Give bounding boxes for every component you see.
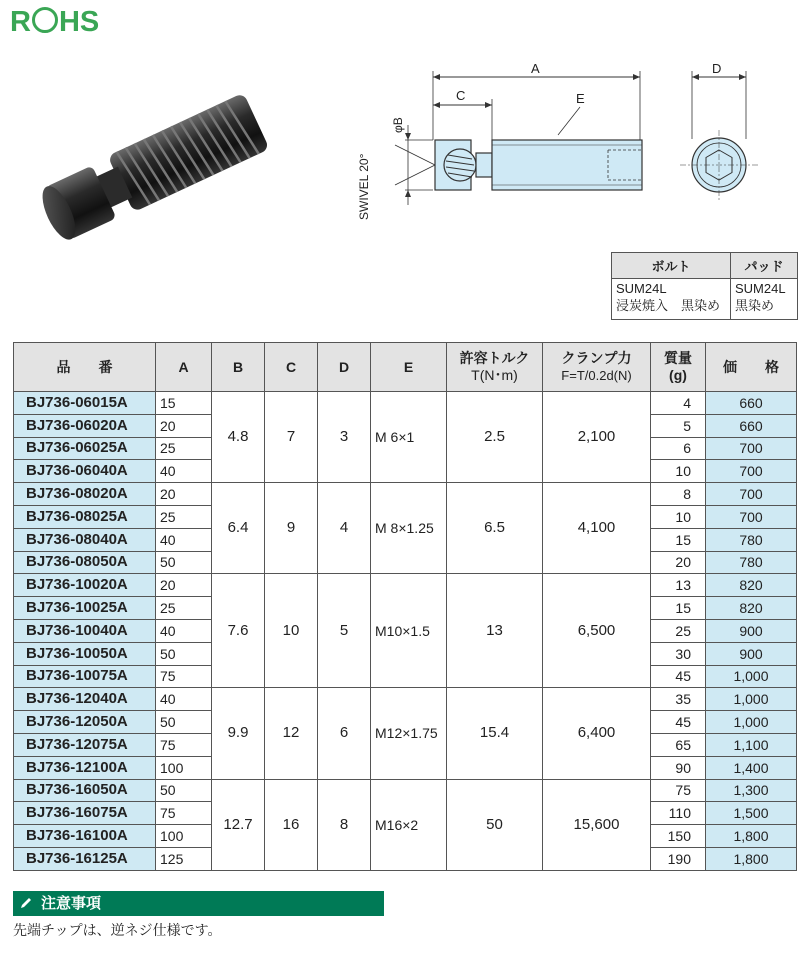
- a-cell: 40: [156, 619, 212, 642]
- table-row: [14, 392, 797, 415]
- a-cell: 40: [156, 688, 212, 711]
- part-number-cell: BJ736-06020A: [14, 414, 156, 437]
- c-cell: 7: [265, 392, 318, 483]
- rohs-logo: R HS: [10, 6, 100, 38]
- product-photo: [20, 70, 280, 250]
- clamp-cell: 15,600: [543, 779, 651, 870]
- mass-cell: 5: [651, 414, 706, 437]
- a-cell: 25: [156, 437, 212, 460]
- d-cell: 8: [318, 779, 371, 870]
- c-cell: 12: [265, 688, 318, 779]
- mass-cell: 30: [651, 642, 706, 665]
- part-number-cell: BJ736-10025A: [14, 597, 156, 620]
- part-number-cell: BJ736-06015A: [14, 392, 156, 415]
- header-c: C: [265, 343, 318, 392]
- mass-cell: 6: [651, 437, 706, 460]
- part-number-cell: BJ736-12040A: [14, 688, 156, 711]
- mass-cell: 90: [651, 756, 706, 779]
- notice-header: [13, 891, 384, 916]
- part-number-cell: BJ736-06040A: [14, 460, 156, 483]
- price-cell: 780: [706, 528, 797, 551]
- mass-cell: 190: [651, 847, 706, 870]
- c-cell: 16: [265, 779, 318, 870]
- mass-cell: 25: [651, 619, 706, 642]
- a-cell: 100: [156, 756, 212, 779]
- price-cell: 820: [706, 574, 797, 597]
- clamp-cell: 4,100: [543, 483, 651, 574]
- part-number-cell: BJ736-12075A: [14, 733, 156, 756]
- header-a: A: [156, 343, 212, 392]
- a-cell: 25: [156, 505, 212, 528]
- price-cell: 1,300: [706, 779, 797, 802]
- mass-cell: 45: [651, 665, 706, 688]
- dim-d-label: D: [712, 61, 722, 76]
- mass-cell: 65: [651, 733, 706, 756]
- table-row: [14, 574, 797, 597]
- material-pad: SUM24L 黒染め: [731, 279, 798, 320]
- torque-cell: 6.5: [447, 483, 543, 574]
- material-header-bolt: ボルト: [612, 253, 731, 279]
- table-row: [14, 779, 797, 802]
- a-cell: 100: [156, 825, 212, 848]
- part-number-cell: BJ736-16125A: [14, 847, 156, 870]
- d-cell: 6: [318, 688, 371, 779]
- material-header-pad: パッド: [731, 253, 798, 279]
- a-cell: 75: [156, 802, 212, 825]
- header-price: 価 格: [706, 343, 797, 392]
- rohs-o-ring: [32, 7, 58, 33]
- material-bolt: SUM24L 浸炭焼入 黒染め: [612, 279, 731, 320]
- clamp-cell: 2,100: [543, 392, 651, 483]
- mass-cell: 150: [651, 825, 706, 848]
- torque-cell: 2.5: [447, 392, 543, 483]
- header-b: B: [212, 343, 265, 392]
- dim-e-label: E: [576, 91, 585, 106]
- notice-title: 注意事項: [41, 895, 102, 912]
- price-cell: 660: [706, 392, 797, 415]
- header-mass: 質量 (g): [651, 343, 706, 392]
- price-cell: 1,000: [706, 711, 797, 734]
- a-cell: 75: [156, 733, 212, 756]
- e-cell: M 6×1: [371, 392, 447, 483]
- b-cell: 6.4: [212, 483, 265, 574]
- a-cell: 25: [156, 597, 212, 620]
- part-number-cell: BJ736-16100A: [14, 825, 156, 848]
- price-cell: 700: [706, 483, 797, 506]
- a-cell: 20: [156, 414, 212, 437]
- header-e: E: [371, 343, 447, 392]
- torque-cell: 13: [447, 574, 543, 688]
- clamp-cell: 6,400: [543, 688, 651, 779]
- header-torque: 許容トルク T(N･m): [447, 343, 543, 392]
- e-cell: M 8×1.25: [371, 483, 447, 574]
- a-cell: 40: [156, 460, 212, 483]
- part-number-cell: BJ736-12100A: [14, 756, 156, 779]
- c-cell: 9: [265, 483, 318, 574]
- mass-cell: 45: [651, 711, 706, 734]
- mass-cell: 15: [651, 597, 706, 620]
- price-cell: 1,400: [706, 756, 797, 779]
- phi-b-label: φB: [391, 117, 405, 133]
- b-cell: 7.6: [212, 574, 265, 688]
- d-cell: 3: [318, 392, 371, 483]
- mass-cell: 15: [651, 528, 706, 551]
- mass-cell: 75: [651, 779, 706, 802]
- part-number-cell: BJ736-16050A: [14, 779, 156, 802]
- b-cell: 9.9: [212, 688, 265, 779]
- price-cell: 1,100: [706, 733, 797, 756]
- header-part: 品 番: [14, 343, 156, 392]
- price-cell: 1,800: [706, 825, 797, 848]
- a-cell: 15: [156, 392, 212, 415]
- mass-cell: 10: [651, 505, 706, 528]
- a-cell: 20: [156, 574, 212, 597]
- price-cell: 1,000: [706, 688, 797, 711]
- material-table: [611, 252, 798, 320]
- table-row: [14, 483, 797, 506]
- table-row: [14, 688, 797, 711]
- spec-table: [13, 342, 797, 871]
- a-cell: 50: [156, 779, 212, 802]
- clamp-cell: 6,500: [543, 574, 651, 688]
- swivel-label: SWIVEL 20°: [357, 153, 371, 220]
- part-number-cell: BJ736-08040A: [14, 528, 156, 551]
- d-cell: 4: [318, 483, 371, 574]
- part-number-cell: BJ736-10075A: [14, 665, 156, 688]
- price-cell: 1,500: [706, 802, 797, 825]
- price-cell: 900: [706, 619, 797, 642]
- mass-cell: 10: [651, 460, 706, 483]
- spec-header-row: [14, 343, 797, 392]
- part-number-cell: BJ736-16075A: [14, 802, 156, 825]
- e-cell: M12×1.75: [371, 688, 447, 779]
- price-cell: 900: [706, 642, 797, 665]
- part-number-cell: BJ736-10040A: [14, 619, 156, 642]
- a-cell: 50: [156, 551, 212, 574]
- notice-text: 先端チップは、逆ネジ仕様です。: [13, 922, 222, 938]
- price-cell: 700: [706, 505, 797, 528]
- a-cell: 20: [156, 483, 212, 506]
- price-cell: 700: [706, 437, 797, 460]
- dim-c-label: C: [456, 88, 466, 103]
- mass-cell: 13: [651, 574, 706, 597]
- part-number-cell: BJ736-08020A: [14, 483, 156, 506]
- a-cell: 40: [156, 528, 212, 551]
- e-cell: M10×1.5: [371, 574, 447, 688]
- a-cell: 50: [156, 642, 212, 665]
- c-cell: 10: [265, 574, 318, 688]
- mass-cell: 20: [651, 551, 706, 574]
- b-cell: 12.7: [212, 779, 265, 870]
- part-number-cell: BJ736-10020A: [14, 574, 156, 597]
- technical-drawing: [340, 55, 760, 230]
- a-cell: 50: [156, 711, 212, 734]
- spec-body: [14, 392, 797, 871]
- pencil-icon: [19, 896, 33, 910]
- part-number-cell: BJ736-10050A: [14, 642, 156, 665]
- mass-cell: 110: [651, 802, 706, 825]
- a-cell: 75: [156, 665, 212, 688]
- b-cell: 4.8: [212, 392, 265, 483]
- part-number-cell: BJ736-06025A: [14, 437, 156, 460]
- torque-cell: 15.4: [447, 688, 543, 779]
- dim-a-label: A: [531, 61, 540, 76]
- part-number-cell: BJ736-08025A: [14, 505, 156, 528]
- mass-cell: 35: [651, 688, 706, 711]
- header-clamp: クランプ力 F=T/0.2d(N): [543, 343, 651, 392]
- mass-cell: 4: [651, 392, 706, 415]
- part-number-cell: BJ736-08050A: [14, 551, 156, 574]
- price-cell: 660: [706, 414, 797, 437]
- e-cell: M16×2: [371, 779, 447, 870]
- header-d: D: [318, 343, 371, 392]
- price-cell: 1,800: [706, 847, 797, 870]
- price-cell: 1,000: [706, 665, 797, 688]
- a-cell: 125: [156, 847, 212, 870]
- price-cell: 700: [706, 460, 797, 483]
- part-number-cell: BJ736-12050A: [14, 711, 156, 734]
- torque-cell: 50: [447, 779, 543, 870]
- price-cell: 780: [706, 551, 797, 574]
- mass-cell: 8: [651, 483, 706, 506]
- d-cell: 5: [318, 574, 371, 688]
- price-cell: 820: [706, 597, 797, 620]
